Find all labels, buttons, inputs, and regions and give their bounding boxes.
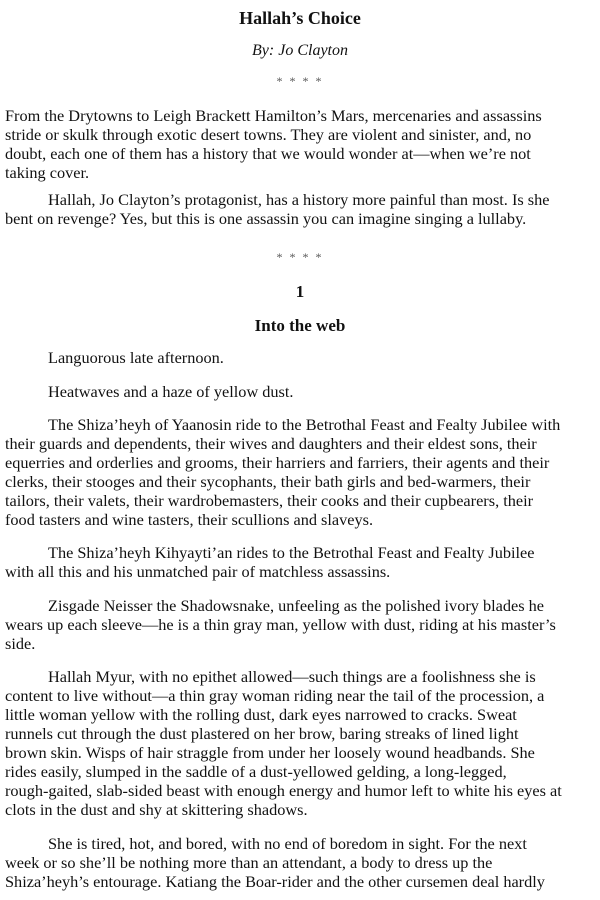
body-line: little woman yellow with the rolling dust, dark eyes narrowed to cracks. Sweat xyxy=(5,705,517,724)
body-line: brown skin. Wisps of hair straggle from under her loosely wound headbands. She xyxy=(5,743,535,762)
body-line: equerries and orderlies and grooms, their harriers and farriers, their agents and their xyxy=(5,453,550,472)
body-line: wears up each sleeve—he is a thin gray man, yellow with dust, riding at his master’s xyxy=(5,615,556,634)
body-line: Shiza’heyh’s entourage. Katiang the Boar-rider and the other cursemen deal hardly xyxy=(5,872,545,891)
body-line: food tasters and wine tasters, their scullions and slaveys. xyxy=(5,510,374,529)
author-byline: By: Jo Clayton xyxy=(252,42,348,59)
body-line: Heatwaves and a haze of yellow dust. xyxy=(48,382,294,401)
intro-line: stride or skulk through exotic desert towns. They are violent and sinister, and, no xyxy=(5,125,532,144)
body-line: Languorous late afternoon. xyxy=(48,348,224,367)
body-line: rides easily, slumped in the saddle of a dust-yellowed gelding, a long-legged, xyxy=(5,762,507,781)
intro-line: bent on revenge? Yes, but this is one assassin you can imagine singing a lullaby. xyxy=(5,209,527,228)
intro-line: From the Drytowns to Leigh Brackett Hamilton’s Mars, mercenaries and assassins xyxy=(5,106,542,125)
body-line: clerks, their stooges and their sycophants, their bath girls and bed-warmers, their xyxy=(5,472,531,491)
story-title: Hallah’s Choice xyxy=(239,8,361,28)
body-line: The Shiza’heyh Kihyayti’an rides to the Betrothal Feast and Fealty Jubilee xyxy=(48,543,535,562)
body-line: rough-gaited, slab-sided beast with enough energy and humor left to white his eyes at xyxy=(5,781,562,800)
body-line: Zisgade Neisser the Shadowsnake, unfeeling as the polished ivory blades he xyxy=(48,596,544,615)
body-line: with all this and his unmatched pair of matchless assassins. xyxy=(5,562,391,581)
body-line: clots in the dust and shy at skittering shadows. xyxy=(5,800,308,819)
body-line: their guards and dependents, their wives and daughters and their eldest sons, their xyxy=(5,434,537,453)
body-line: The Shiza’heyh of Yaanosin ride to the Betrothal Feast and Fealty Jubilee with xyxy=(48,415,561,434)
body-line: side. xyxy=(5,634,36,653)
section-separator: * * * * xyxy=(276,250,324,264)
body-line: tailors, their valets, their wardrobemasters, their cooks and their cupbearers, their xyxy=(5,491,534,510)
body-line: content to live without—a thin gray woman riding near the tail of the procession, a xyxy=(5,686,545,705)
intro-line: doubt, each one of them has a history that we would wonder at—when we’re not xyxy=(5,144,531,163)
section-separator: * * * * xyxy=(276,74,324,88)
intro-line: Hallah, Jo Clayton’s protagonist, has a history more painful than most. Is she xyxy=(48,190,550,209)
intro-line: taking cover. xyxy=(5,163,90,182)
chapter-number: 1 xyxy=(295,282,305,301)
body-line: She is tired, hot, and bored, with no end of boredom in sight. For the next xyxy=(48,834,527,853)
body-line: runnels cut through the dust plastered on her brow, baring streaks of lined light xyxy=(5,724,519,743)
body-line: Hallah Myur, with no epithet allowed—such things are a foolishness she is xyxy=(48,667,536,686)
body-line: week or so she’ll be nothing more than an attendant, a body to dress up the xyxy=(5,853,493,872)
chapter-title: Into the web xyxy=(254,316,346,335)
